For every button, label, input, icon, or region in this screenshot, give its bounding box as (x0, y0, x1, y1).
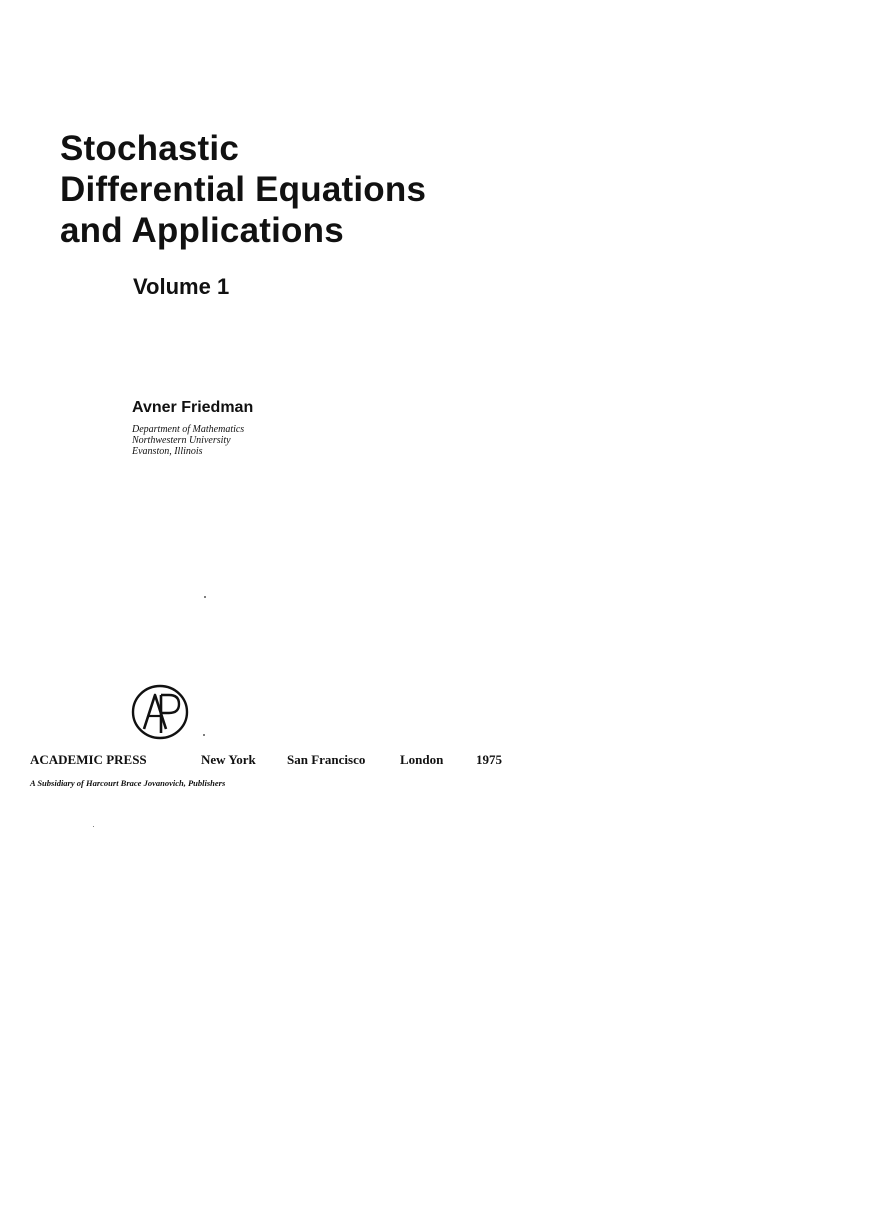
title-line-3: and Applications (60, 211, 344, 250)
city-london: London (400, 752, 444, 767)
city-new-york: New York (201, 752, 256, 767)
ap-publisher-logo-icon (131, 683, 189, 741)
print-speck (203, 734, 205, 736)
title-line-1: Stochastic (60, 129, 239, 168)
city-san-francisco: San Francisco (287, 752, 366, 767)
author-name: Avner Friedman (132, 399, 254, 416)
print-speck (93, 826, 94, 827)
publisher-name: ACADEMIC PRESS (30, 752, 147, 767)
author-affiliation (132, 424, 244, 457)
affiliation-university: Northwestern University (132, 435, 231, 446)
publisher-subsidiary-note: A Subsidiary of Harcourt Brace Jovanovich, Publishers (30, 778, 226, 788)
book-title (60, 128, 426, 251)
affiliation-location: Evanston, Illinois (132, 446, 203, 457)
print-speck (204, 596, 206, 598)
volume-label: Volume 1 (133, 274, 230, 299)
title-line-2: Differential Equations (60, 170, 427, 209)
affiliation-department: Department of Mathematics (132, 424, 245, 435)
publication-year: 1975 (476, 752, 502, 767)
